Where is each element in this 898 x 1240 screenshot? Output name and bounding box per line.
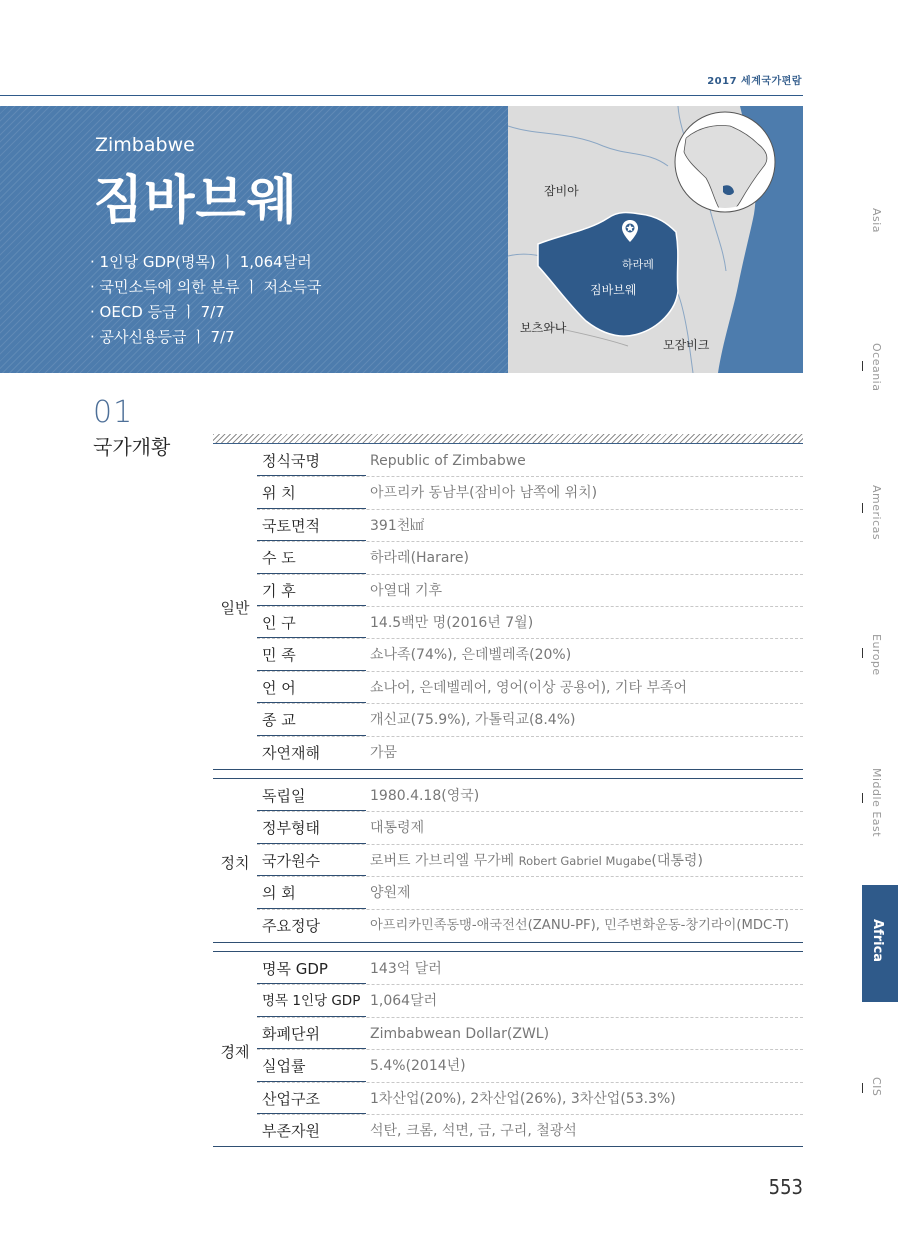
row-value: 14.5백만 명(2016년 7월) [370, 615, 534, 631]
side-tab-middle-east[interactable] [862, 768, 898, 838]
row-key: 언 어 [257, 672, 366, 703]
row-value: 대통령제 [370, 820, 425, 837]
table-row [257, 639, 803, 671]
table-row [257, 477, 803, 509]
row-key: 독립일 [257, 780, 366, 811]
group-divider [213, 778, 803, 779]
row-key: 위 치 [257, 477, 366, 508]
group-divider [213, 951, 803, 952]
side-tab-cis[interactable] [862, 1077, 898, 1107]
table-row [257, 737, 803, 769]
row-key: 명목 GDP [257, 953, 366, 984]
side-tab-label: CIS [870, 1077, 883, 1097]
row-key: 부존자원 [262, 1122, 320, 1140]
side-tab-label: Europe [870, 634, 883, 676]
side-tab-label: Middle East [870, 768, 883, 838]
row-value: 석탄, 크롬, 석면, 금, 구리, 철광석 [370, 1123, 577, 1139]
row-value: 1차산업(20%), 2차산업(26%), 3차산업(53.3%) [370, 1090, 676, 1107]
table-row [257, 780, 803, 812]
row-value-tail: (대통령) [651, 852, 703, 869]
row-key: 주요정당 [262, 916, 320, 935]
side-tab-tick [862, 503, 863, 513]
running-title: 2017 세계국가편람 [707, 76, 802, 87]
side-tab-asia[interactable] [862, 208, 898, 268]
group-politics [213, 780, 803, 942]
row-value: 하라레(Harare) [370, 550, 469, 567]
row-value: 1,064달러 [370, 993, 438, 1010]
row-value: 쇼나족(74%), 은데벨레족(20%) [370, 647, 572, 664]
row-value: 아프리카민족동맹-애국전선(ZANU-PF), 민주변화운동-창기라이(MDC-T) [370, 917, 789, 933]
side-tab-tick [862, 648, 863, 658]
table-row [257, 812, 803, 844]
table-row [257, 704, 803, 736]
side-tab-oceania[interactable] [862, 343, 898, 403]
row-value: 143억 달러 [370, 961, 442, 977]
row-key: 민 족 [257, 639, 366, 670]
country-name-en: Zimbabwe [95, 134, 195, 156]
map-label-zimbabwe: 짐바브웨 [590, 283, 637, 297]
row-key: 산업구조 [257, 1083, 366, 1114]
table-row [257, 510, 803, 542]
side-tab-africa[interactable] [862, 885, 898, 1002]
table-row [257, 607, 803, 639]
row-value: 아열대 기후 [370, 582, 443, 599]
country-hero-panel [0, 106, 508, 373]
row-key: 명목 1인당 GDP [257, 985, 366, 1016]
section-title: 국가개황 [93, 435, 171, 459]
row-value-english: Robert Gabriel Mugabe [518, 853, 652, 868]
map-label-mozambique: 모잠비크 [663, 338, 710, 352]
location-map [508, 106, 803, 373]
table-row [257, 985, 803, 1017]
map-label-botswana: 보츠와나 [520, 321, 567, 335]
table-row [257, 910, 803, 942]
group-label: 일반 [220, 599, 250, 617]
row-value: 1980.4.18(영국) [370, 788, 480, 804]
row-value: 5.4%(2014년) [370, 1058, 466, 1075]
group-label: 경제 [220, 1043, 250, 1061]
page-number: 553 [768, 1175, 803, 1199]
row-key: 인 구 [257, 607, 366, 638]
summary-list [90, 250, 321, 350]
group-divider [213, 769, 803, 770]
section-number: 01 [93, 395, 134, 430]
side-tab-americas[interactable] [862, 485, 898, 545]
table-row [257, 1050, 803, 1082]
side-tab-tick [862, 1083, 863, 1093]
row-value: Republic of Zimbabwe [370, 453, 526, 469]
table-row [257, 953, 803, 985]
table-bottom-rule [213, 1146, 803, 1147]
row-value: 양원제 [370, 885, 411, 902]
table-row [257, 575, 803, 607]
summary-item: · 공사신용등급 ㅣ 7/7 [90, 328, 235, 346]
row-key: 의 회 [257, 877, 366, 908]
map-label-harare: 하라레 [622, 258, 654, 271]
table-row [257, 845, 803, 877]
row-value: 391천㎢ [370, 517, 425, 534]
row-key: 정부형태 [257, 812, 366, 843]
row-value: 개신교(75.9%), 가톨릭교(8.4%) [370, 712, 576, 729]
summary-item: · 국민소득에 의한 분류 ㅣ 저소득국 [90, 278, 322, 296]
side-tab-tick [862, 361, 863, 371]
side-tab-tick [862, 793, 863, 803]
table-row [257, 672, 803, 704]
row-value: Zimbabwean Dollar(ZWL) [370, 1025, 550, 1042]
row-value: 쇼나어, 은데벨레어, 영어(이상 공용어), 기타 부족어 [370, 679, 688, 696]
row-value: 아프리카 동남부(잠비아 남쪽에 위치) [370, 485, 598, 502]
table-row [257, 877, 803, 909]
group-divider [213, 942, 803, 943]
row-value [370, 845, 703, 877]
side-tab-label: Africa [870, 919, 885, 963]
row-key: 국가원수 [257, 845, 366, 876]
row-key: 수 도 [257, 542, 366, 573]
row-key: 기 후 [257, 575, 366, 606]
row-key: 화폐단위 [257, 1018, 366, 1049]
map-svg [508, 106, 803, 373]
side-tab-europe[interactable] [862, 634, 898, 694]
row-key: 국토면적 [257, 510, 366, 541]
table-row [257, 1083, 803, 1115]
section-hatch-bar [213, 434, 803, 444]
row-value-main: 로버트 가브리엘 무가베 [370, 852, 515, 869]
row-key: 종 교 [257, 704, 366, 735]
row-value: 가뭄 [370, 744, 398, 761]
table-row [257, 1018, 803, 1050]
row-key: 실업률 [257, 1050, 366, 1081]
group-economy [213, 953, 803, 1147]
side-tab-label: Oceania [870, 343, 883, 392]
side-tab-label: Asia [870, 208, 883, 234]
header-rule [0, 95, 803, 96]
summary-item: · OECD 등급 ㅣ 7/7 [90, 303, 225, 321]
row-key: 자연재해 [262, 743, 320, 762]
table-row [257, 1115, 803, 1147]
country-name-ko: 짐바브웨 [93, 171, 298, 231]
row-key: 정식국명 [257, 445, 366, 476]
group-label: 정치 [220, 854, 250, 872]
table-row [257, 542, 803, 574]
summary-item: · 1인당 GDP(명목) ㅣ 1,064달러 [90, 253, 312, 271]
table-row [257, 445, 803, 477]
side-tab-label: Americas [870, 485, 883, 541]
map-label-zambia: 잠비아 [544, 184, 579, 198]
group-general [213, 445, 803, 769]
